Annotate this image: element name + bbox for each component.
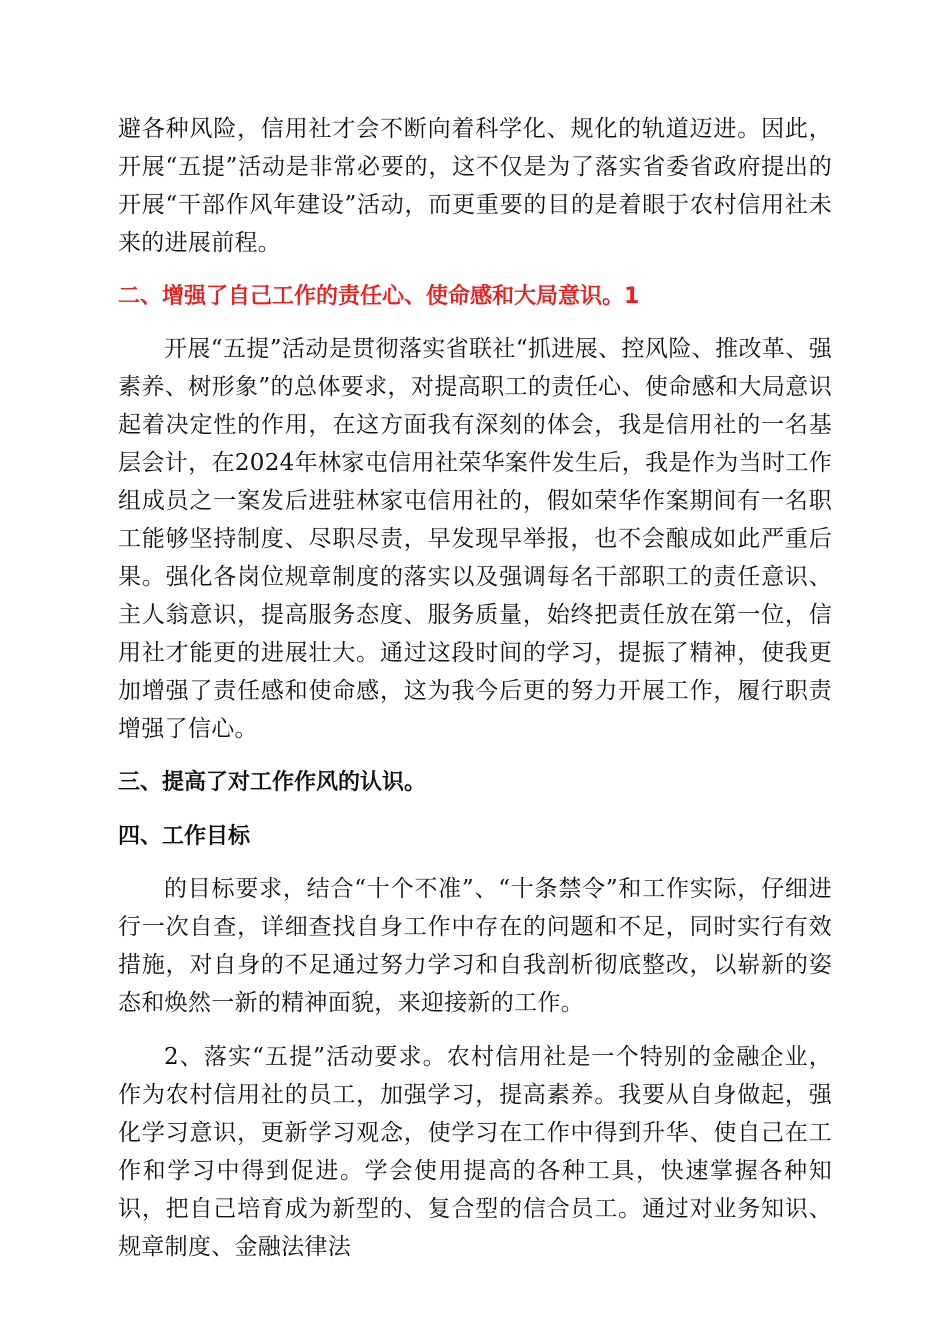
paragraph-responsibility: 开展“五提”活动是贯彻落实省联社“抓进展、控风险、推改革、强素养、树形象”的总体要求，对提高职工的责任心、使命感和大局意识起着决定性的作用，在这方面我有深刻的体会，我是信用社的一名基层会计，在2024年林家屯信用社荣华案件发生后，我是作为当时工作组成员之一案发后进驻林家屯信用社的，假如荣华作案期间有一名职工能够坚持制度、尽职尽责，早发现早举报，也不会酿成如此严重后果。强化各岗位规章制度的落实以及强调每名干部职工的责任意识、主人翁意识，提高服务态度、服务质量，始终把责任放在第一位，信用社才能更的进展壮大。通过这段时间的学习，提振了精神，使我更加增强了责任感和使命感，这为我今后更的努力开展工作，履行职责增强了信心。 <box>118 336 832 742</box>
paragraph-implement-requirements: 2、落实“五提”活动要求。农村信用社是一个特别的金融企业，作为农村信用社的员工，加强学习，提高素养。我要从自身做起，强化学习意识，更新学习观念，使学习在工作中得到升华、使自己在工作和学习中得到促进。学会使用提高的各种工具，快速掌握各种知识，把自己培育成为新型的、复合型的信合员工。通过对业务知识、规章制度、金融法律法 <box>118 1044 832 1260</box>
document-page <box>118 110 832 1266</box>
paragraph-risk-avoidance: 避各种风险，信用社才会不断向着科学化、规化的轨道迈进。因此，开展“五提”活动是非常必要的，这不仅是为了落实省委省政府提出的开展“干部作风年建设”活动，而更重要的目的是着眼于农村信用社未来的进展前程。 <box>118 116 832 256</box>
section-heading-work-goals: 四、工作目标 <box>118 824 251 849</box>
section-heading-responsibility: 二、增强了自己工作的责任心、使命感和大局意识。1 <box>118 284 640 309</box>
paragraph-goal-requirements: 的目标要求，结合“十个不准”、“十条禁令”和工作实际，仔细进行一次自查，详细查找自身工作中存在的问题和不足，同时实行有效措施，对自身的不足通过努力学习和自我剖析彻底整改，以崭新的姿态和焕然一新的精神面貌，来迎接新的工作。 <box>118 876 832 1016</box>
section-heading-work-style: 三、提高了对工作作风的认识。 <box>118 770 427 795</box>
